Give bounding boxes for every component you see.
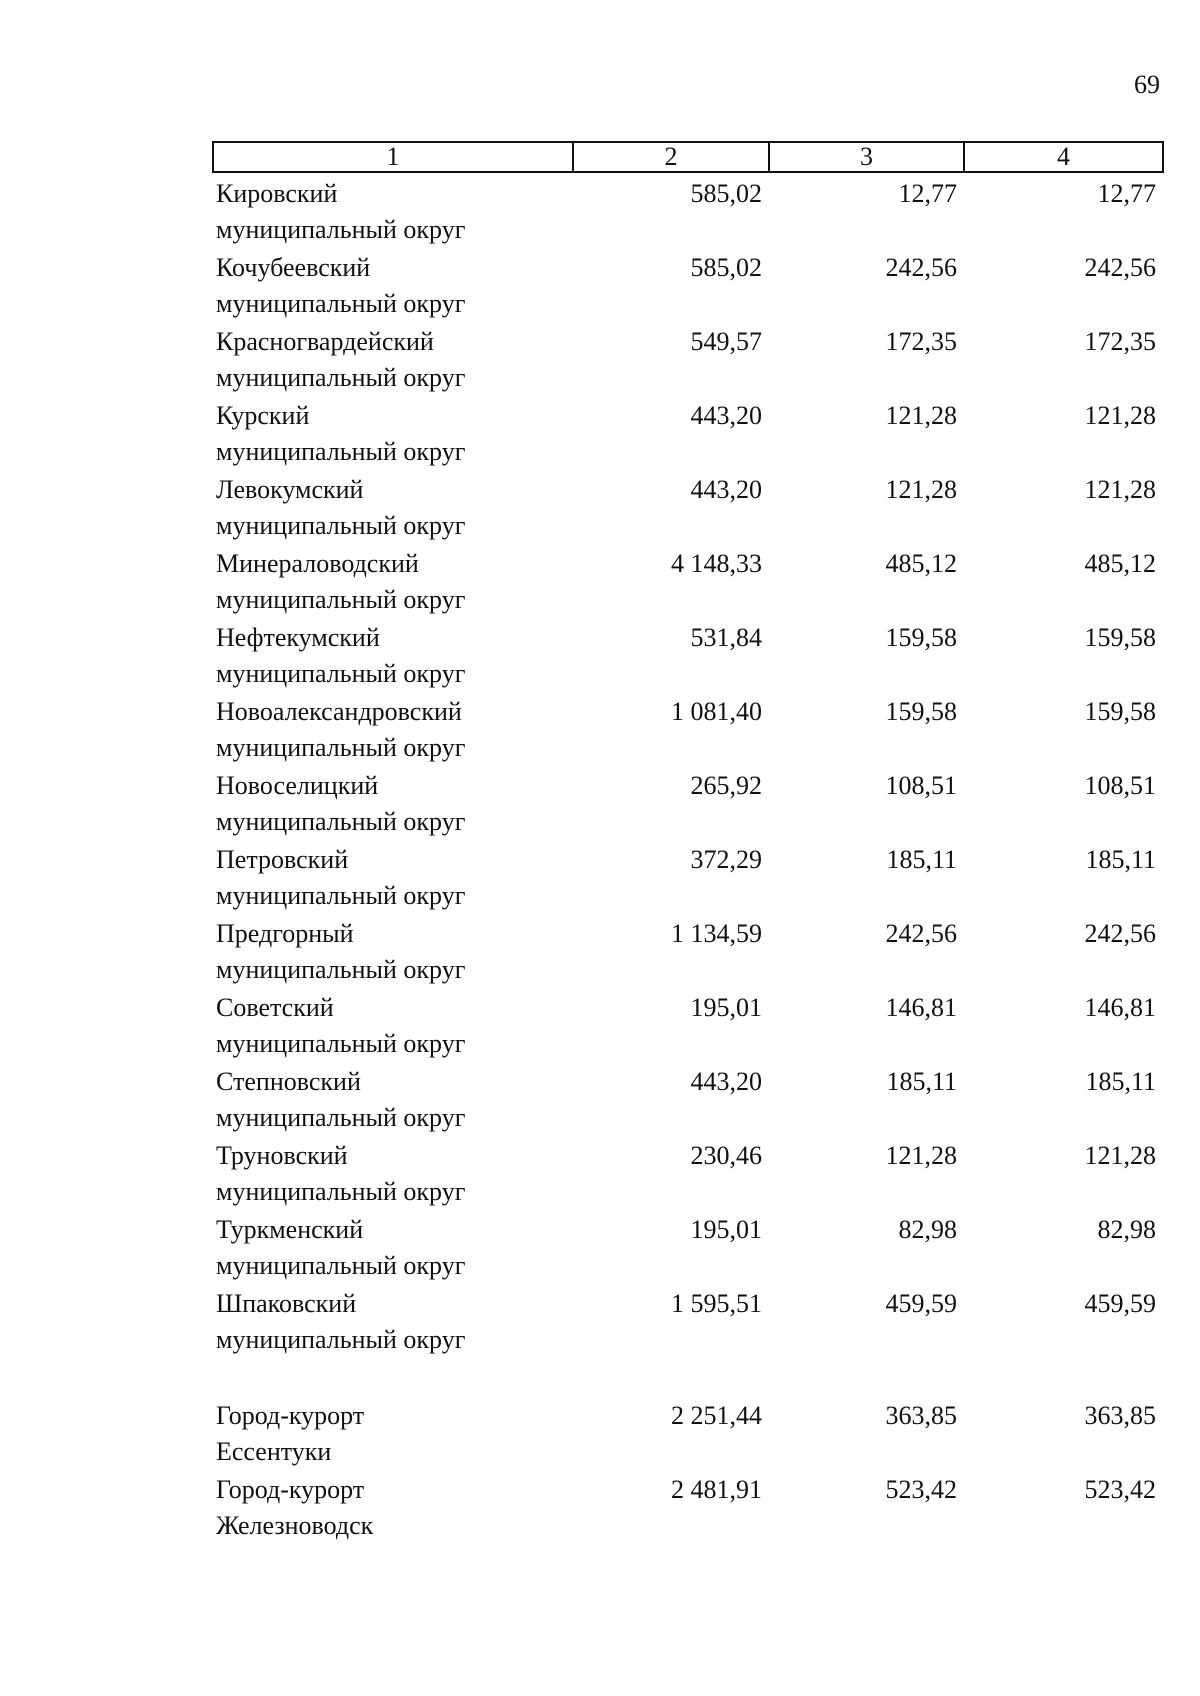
row-col-4: 82,98: [1097, 1215, 1156, 1244]
row-name-line1: Новоалександровский: [216, 697, 462, 726]
table-row: [212, 990, 1162, 1064]
row-col-4: 459,59: [1084, 1289, 1156, 1318]
row-name: [212, 1472, 572, 1546]
row-col-3: 172,35: [885, 327, 957, 356]
row-name: [212, 324, 572, 398]
table-row: [212, 1064, 1162, 1138]
row-name-line1: Кировский: [216, 179, 338, 208]
row-name-line1: Туркменский: [216, 1215, 364, 1244]
row-name-line1: Курский: [216, 401, 310, 430]
row-col-2: 443,20: [690, 401, 762, 430]
row-col-2: 230,46: [690, 1141, 762, 1170]
row-col-4: 485,12: [1084, 549, 1156, 578]
table-row: [212, 768, 1162, 842]
row-name-line2: муниципальный округ: [216, 1251, 466, 1280]
row-col-4: 159,58: [1084, 623, 1156, 652]
row-col-4: 146,81: [1084, 993, 1156, 1022]
table-row: [212, 916, 1162, 990]
header-col-2: 2: [573, 142, 769, 172]
row-name-line1: Город-курорт: [216, 1401, 365, 1430]
row-col-3: 485,12: [885, 549, 957, 578]
row-col-4: 172,35: [1084, 327, 1156, 356]
row-col-4: 363,85: [1084, 1401, 1156, 1430]
row-name-line1: Советский: [216, 993, 334, 1022]
row-col-4: 523,42: [1084, 1475, 1156, 1504]
row-name-line1: Предгорный: [216, 919, 354, 948]
row-name-line2: муниципальный округ: [216, 1029, 466, 1058]
table-body: [212, 176, 1162, 1546]
table-row: [212, 546, 1162, 620]
row-col-4: 242,56: [1084, 919, 1156, 948]
row-col-2: 372,29: [690, 845, 762, 874]
row-col-2: 195,01: [690, 1215, 762, 1244]
row-name-line2: муниципальный округ: [216, 733, 466, 762]
row-col-2: 1 134,59: [671, 919, 762, 948]
row-name-line2: муниципальный округ: [216, 289, 466, 318]
row-col-3: 146,81: [885, 993, 957, 1022]
row-col-2: 1 081,40: [671, 697, 762, 726]
header-col-4: 4: [964, 142, 1163, 172]
row-name: [212, 176, 572, 250]
table-header: [212, 141, 1164, 173]
row-col-3: 108,51: [885, 771, 957, 800]
row-name: [212, 842, 572, 916]
row-name-line1: Город-курорт: [216, 1475, 365, 1504]
row-col-4: 242,56: [1084, 253, 1156, 282]
row-col-3: 459,59: [885, 1289, 957, 1318]
row-col-4: 121,28: [1084, 401, 1156, 430]
row-col-3: 159,58: [885, 697, 957, 726]
row-name-line1: Нефтекумский: [216, 623, 380, 652]
row-col-2: 443,20: [690, 475, 762, 504]
row-col-2: 531,84: [690, 623, 762, 652]
table-row: [212, 1398, 1162, 1472]
row-name-line1: Кочубеевский: [216, 253, 371, 282]
row-name-line1: Шпаковский: [216, 1289, 357, 1318]
row-name: [212, 768, 572, 842]
row-name: [212, 1064, 572, 1138]
row-name: [212, 990, 572, 1064]
page-number: 69: [1134, 70, 1160, 99]
row-name: [212, 1138, 572, 1212]
row-col-4: 108,51: [1084, 771, 1156, 800]
row-name-line2: муниципальный округ: [216, 807, 466, 836]
row-name-line2: муниципальный округ: [216, 511, 466, 540]
row-col-2: 443,20: [690, 1067, 762, 1096]
table-row: [212, 176, 1162, 250]
row-col-4: 121,28: [1084, 475, 1156, 504]
row-col-3: 242,56: [885, 253, 957, 282]
row-col-3: 185,11: [886, 1067, 957, 1096]
row-name-line1: Левокумский: [216, 475, 364, 504]
row-name: [212, 1212, 572, 1286]
row-name-line2: муниципальный округ: [216, 437, 466, 466]
table-row: [212, 398, 1162, 472]
row-col-3: 121,28: [885, 475, 957, 504]
table-row: [212, 1138, 1162, 1212]
row-col-3: 12,77: [898, 179, 957, 208]
table-row: [212, 694, 1162, 768]
row-name-line2: муниципальный округ: [216, 1103, 466, 1132]
row-name: [212, 546, 572, 620]
row-name-line2: муниципальный округ: [216, 659, 466, 688]
row-col-3: 82,98: [898, 1215, 957, 1244]
row-col-2: 549,57: [690, 327, 762, 356]
row-name: [212, 250, 572, 324]
header-col-3: 3: [769, 142, 964, 172]
row-col-3: 121,28: [885, 401, 957, 430]
row-col-3: 363,85: [885, 1401, 957, 1430]
row-name: [212, 620, 572, 694]
row-col-2: 1 595,51: [671, 1289, 762, 1318]
table-row: [212, 842, 1162, 916]
row-name-line2: муниципальный округ: [216, 363, 466, 392]
row-col-2: 2 251,44: [671, 1401, 762, 1430]
row-name-line1: Петровский: [216, 845, 349, 874]
row-col-3: 185,11: [886, 845, 957, 874]
row-col-3: 523,42: [885, 1475, 957, 1504]
row-col-4: 185,11: [1085, 1067, 1156, 1096]
header-col-1: 1: [213, 142, 573, 172]
row-col-2: 585,02: [690, 179, 762, 208]
row-col-2: 4 148,33: [671, 549, 762, 578]
row-name-line1: Красногвардейский: [216, 327, 434, 356]
table-row: [212, 324, 1162, 398]
row-name-line1: Степновский: [216, 1067, 361, 1096]
table-row: [212, 250, 1162, 324]
row-col-3: 121,28: [885, 1141, 957, 1170]
row-name-line2: муниципальный округ: [216, 1177, 466, 1206]
row-col-4: 159,58: [1084, 697, 1156, 726]
row-name-line1: Труновский: [216, 1141, 348, 1170]
table-row: [212, 472, 1162, 546]
table-row: [212, 620, 1162, 694]
row-name-line2: муниципальный округ: [216, 955, 466, 984]
row-name: [212, 1286, 572, 1360]
table-row: [212, 1472, 1162, 1546]
row-col-4: 121,28: [1084, 1141, 1156, 1170]
row-name: [212, 916, 572, 990]
row-name-line1: Новоселицкий: [216, 771, 379, 800]
row-name-line2: муниципальный округ: [216, 215, 466, 244]
row-name: [212, 694, 572, 768]
row-name: [212, 398, 572, 472]
row-name-line1: Минераловодский: [216, 549, 419, 578]
row-col-4: 12,77: [1097, 179, 1156, 208]
row-name: [212, 1398, 572, 1472]
row-col-2: 2 481,91: [671, 1475, 762, 1504]
row-name-line2: муниципальный округ: [216, 585, 466, 614]
row-col-3: 242,56: [885, 919, 957, 948]
row-col-4: 185,11: [1085, 845, 1156, 874]
table-row: [212, 1286, 1162, 1360]
row-col-2: 265,92: [690, 771, 762, 800]
row-col-2: 195,01: [690, 993, 762, 1022]
row-name-line2: Железноводск: [216, 1511, 374, 1540]
row-col-3: 159,58: [885, 623, 957, 652]
row-col-2: 585,02: [690, 253, 762, 282]
row-name-line2: муниципальный округ: [216, 1325, 466, 1354]
header-row: [213, 142, 1163, 172]
row-name: [212, 472, 572, 546]
row-name-line2: муниципальный округ: [216, 881, 466, 910]
row-name-line2: Ессентуки: [216, 1437, 332, 1466]
table-row: [212, 1212, 1162, 1286]
